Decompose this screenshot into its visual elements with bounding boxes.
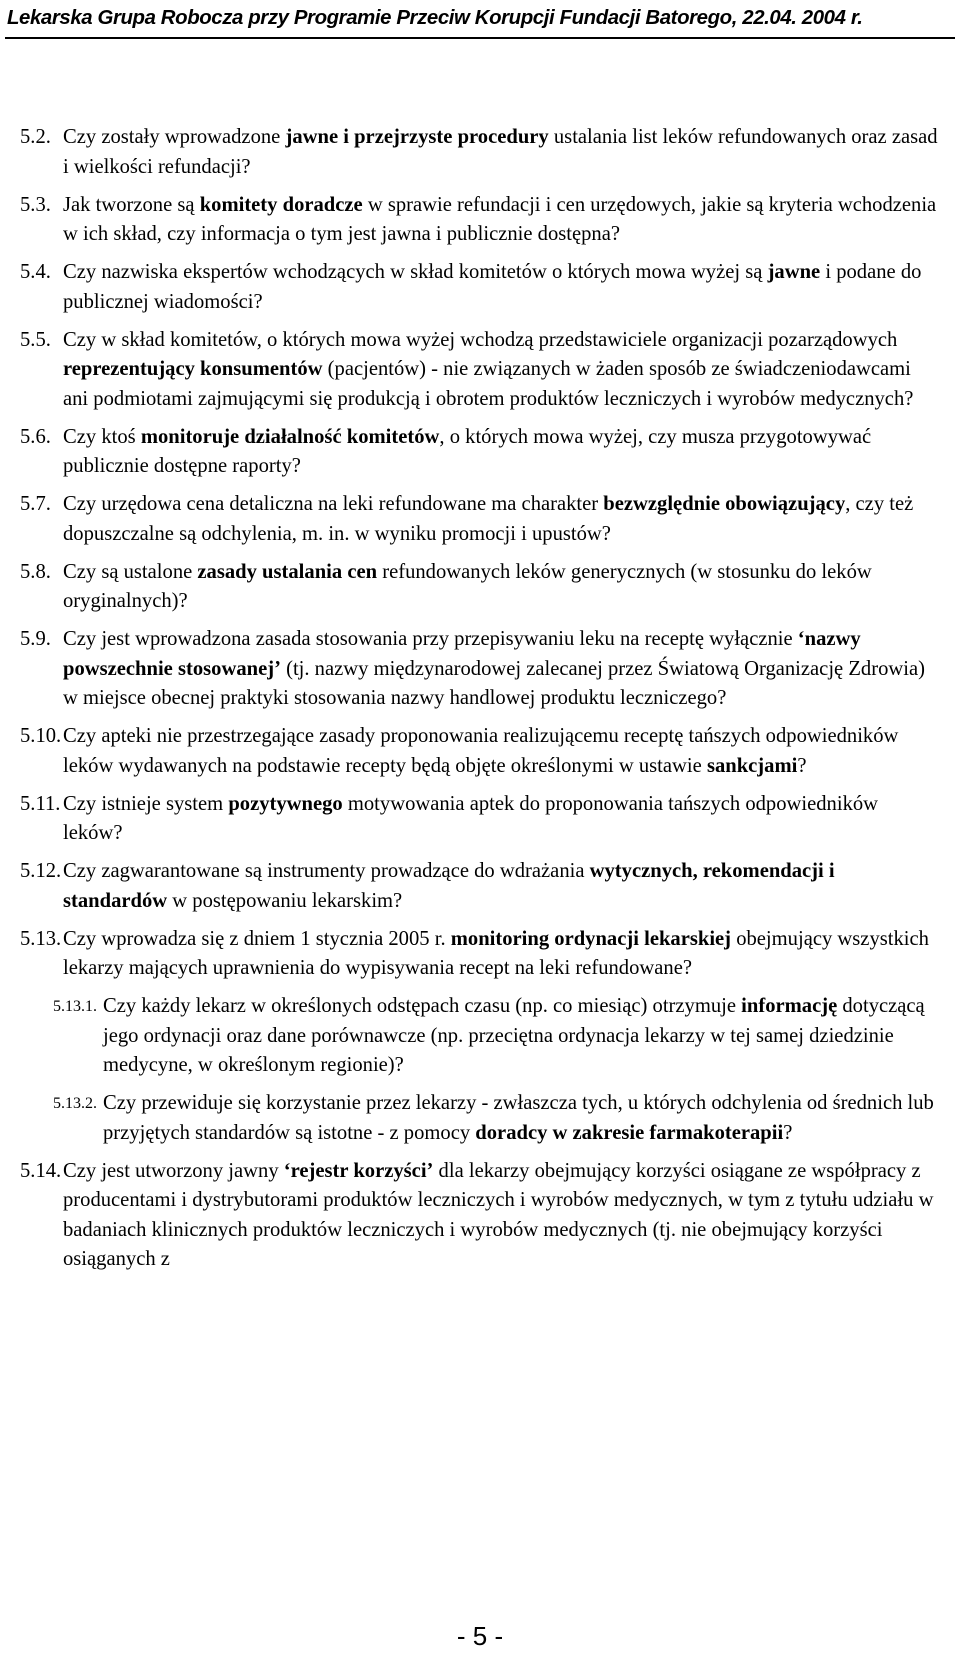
text-segment: dla lekarzy obejmujący korzyści osiągane ze współpracy z producentami i dystrybutorami produktów leczniczych i wyrobów medycznych, w tym z tytułu udziału w badaniach klinicznych produktów leczniczych i wyrobów medycznych (tj. nie obejmujący korzyści osiąganych z <box>63 1159 934 1270</box>
question-number: 5.8. <box>20 560 51 583</box>
emphasis-text: monitoring ordynacji lekarskiej <box>450 927 732 950</box>
text-segment: dotyczącą jego ordynacji oraz dane porównawcze (np. przeciętna ordynacja lekarzy w tej samej dziedzinie medycyne, w określonym regionie)? <box>103 995 925 1076</box>
question-text <box>63 123 940 182</box>
question-text <box>63 790 940 849</box>
page-number: - 5 - <box>456 1621 504 1651</box>
text-segment: obejmujący wszystkich lekarzy mających uprawnienia do wypisywania recept na leki refundowane? <box>63 927 929 979</box>
question-number: 5.12. <box>20 860 62 882</box>
question-item <box>20 490 940 549</box>
text-segment: Czy w skład komitetów, o których mowa wyżej wchodzą przedstawiciele organizacji pozarządowych <box>63 328 898 351</box>
question-text <box>63 857 940 916</box>
question-number: 5.11. <box>20 792 61 815</box>
question-item <box>20 326 940 415</box>
emphasis-text: zasady ustalania cen <box>197 560 378 583</box>
question-number: 5.2. <box>20 126 51 148</box>
emphasis-text: pozytywnego <box>228 792 343 815</box>
text-segment: Czy istnieje system <box>63 792 229 815</box>
question-item <box>20 857 940 916</box>
question-text <box>63 558 940 617</box>
text-segment: Czy jest utworzony jawny <box>63 1159 284 1182</box>
question-item <box>20 258 940 317</box>
text-segment: Czy jest wprowadzona zasada stosowania przy przepisywaniu leku na receptę wyłącznie <box>63 628 798 650</box>
text-segment: w postępowaniu lekarskim? <box>167 889 403 912</box>
question-number: 5.10. <box>20 725 62 747</box>
text-segment: ustalania list leków refundowanych oraz zasad i wielkości refundacji? <box>63 126 938 178</box>
question-text <box>63 258 940 317</box>
question-text <box>63 490 940 549</box>
text-segment: ? <box>783 1121 793 1144</box>
question-item <box>20 722 940 781</box>
emphasis-text: doradcy w zakresie farmakoterapii <box>475 1121 784 1144</box>
question-item <box>20 123 940 182</box>
question-text <box>63 423 940 482</box>
question-text <box>63 1157 940 1275</box>
question-text <box>103 1089 940 1148</box>
running-header: Lekarska Grupa Robocza przy Programie Przeciw Korupcji Fundacji Batorego, 22.04. 2004 r. <box>7 7 863 29</box>
question-text <box>63 925 940 984</box>
text-segment: w sprawie refundacji i cen urzędowych, jakie są kryteria wchodzenia w ich skład, czy informacja o tym jest jawna i publicznie dostępna? <box>63 193 937 245</box>
text-segment: Czy nazwiska ekspertów wchodzących w skład komitetów o których mowa wyżej są <box>63 261 768 283</box>
question-text <box>63 722 940 781</box>
text-segment: , czy też dopuszczalne są odchylenia, m. in. w wyniku promocji i upustów? <box>63 493 914 545</box>
text-segment: Czy zostały wprowadzone <box>63 126 286 148</box>
emphasis-text: reprezentujący konsumentów <box>63 358 323 380</box>
question-number: 5.14. <box>20 1159 62 1182</box>
emphasis-text: sankcjami <box>706 754 798 777</box>
question-item <box>20 1089 940 1148</box>
text-segment: motywowania aptek do proponowania tańszych odpowiedników leków? <box>63 792 879 844</box>
emphasis-text: jawne i przejrzyste procedury <box>285 126 549 148</box>
text-segment: Czy wprowadza się z dniem 1 stycznia 2005 r. <box>63 927 451 950</box>
text-segment: Czy są ustalone <box>63 560 198 583</box>
emphasis-text: bezwzględnie obowiązujący <box>603 493 846 515</box>
text-segment: Czy ktoś <box>63 425 141 448</box>
text-segment: , o których mowa wyżej, czy musza przygotowywać publicznie dostępne raporty? <box>63 425 872 477</box>
text-segment: Czy apteki nie przestrzegające zasady proponowania realizującemu receptę tańszych odpowiedników leków wydawanych na podstawie recepty będą objęte określonymi w ustawie <box>63 725 899 777</box>
question-number: 5.6. <box>20 425 51 448</box>
emphasis-text: informację <box>741 995 838 1017</box>
text-segment: Czy przewiduje się korzystanie przez lekarzy - zwłaszcza tych, u których odchylenia od średnich lub przyjętych standardów są istotne - z pomocy <box>103 1092 934 1144</box>
question-text <box>63 191 940 250</box>
text-segment: (tj. nazwy międzynarodowej zalecanej przez Światową Organizację Zdrowia) w miejsce obecnej praktyki stosowania nazwy handlowej produktu leczniczego? <box>63 657 925 709</box>
question-list <box>20 123 940 1283</box>
question-number: 5.13.1. <box>53 998 97 1015</box>
emphasis-text: wytycznych, rekomendacji i standardów <box>63 860 835 912</box>
question-number: 5.13.2. <box>53 1095 97 1112</box>
emphasis-text: ‘nazwy powszechnie stosowanej’ <box>63 628 861 680</box>
question-text <box>63 625 940 714</box>
text-segment: refundowanych leków generycznych (w stosunku do leków oryginalnych)? <box>63 560 872 612</box>
question-number: 5.5. <box>20 328 51 351</box>
question-text <box>103 992 940 1081</box>
question-item <box>20 423 940 482</box>
emphasis-text: jawne <box>767 261 821 283</box>
text-segment: i podane do publicznej wiadomości? <box>63 261 922 313</box>
text-segment: (pacjentów) - nie związanych w żaden sposób ze świadczeniodawcami ani podmiotami zajmującymi się produkcją i obrotem produktów leczniczych i wyrobów medycznych? <box>63 358 914 410</box>
question-text <box>63 326 940 415</box>
question-item <box>20 191 940 250</box>
emphasis-text: komitety doradcze <box>199 193 363 216</box>
question-item <box>20 925 940 984</box>
text-segment: Czy każdy lekarz w określonych odstępach czasu (np. co miesiąc) otrzymuje <box>103 995 742 1017</box>
question-number: 5.7. <box>20 493 51 515</box>
question-number: 5.9. <box>20 628 51 650</box>
emphasis-text: monitoruje działalność komitetów <box>140 425 440 448</box>
question-item <box>20 1157 940 1275</box>
text-segment: Czy zagwarantowane są instrumenty prowadzące do wdrażania <box>63 860 590 882</box>
header-rule <box>5 37 955 39</box>
question-item <box>20 790 940 849</box>
question-item <box>20 625 940 714</box>
question-item <box>20 992 940 1081</box>
text-segment: Jak tworzone są <box>63 193 200 216</box>
question-number: 5.13. <box>20 927 62 950</box>
emphasis-text: ‘rejestr korzyści’ <box>283 1159 434 1182</box>
text-segment: Czy urzędowa cena detaliczna na leki refundowane ma charakter <box>63 493 604 515</box>
text-segment: ? <box>797 754 807 777</box>
question-number: 5.4. <box>20 261 51 283</box>
question-number: 5.3. <box>20 193 51 216</box>
question-item <box>20 558 940 617</box>
